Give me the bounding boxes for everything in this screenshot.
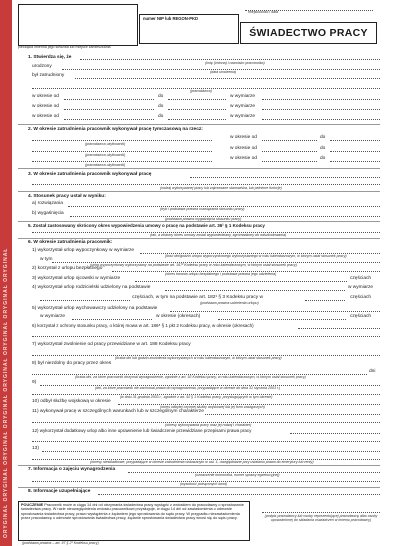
s6-i2: 2) korzystał z urlopu bezpłatnego [32,266,103,271]
s2-period1-from-field[interactable] [262,140,317,141]
s4-a-caption: (tryb i podstawa prawna rozwiązania stosunku pracy) [160,207,245,211]
s2-period1-from: w okresie od [230,135,257,140]
s4-b-caption: (podstawa prawna wygaśnięcia stosunku pracy) [165,217,242,221]
s1-period2-dim-field[interactable] [262,109,380,110]
s5-heading: 5. Został zastosowany skrócony okres wypowiedzenia umowy o pracę na podstawie art. 36¹ § 1 Kodeksu pracy [28,223,265,228]
s1-heading: 1. Stwierdza się, że [28,55,72,60]
s6-i11-caption: (okresy wykonywania pracy oraz jej rodzaj i charakter) [165,423,252,427]
s6-i8: 8) był niezdolny do pracy przez okres [32,361,112,366]
divider [18,465,380,466]
s2-period3-to: do [320,156,326,161]
s2-period2-from-field[interactable] [262,151,317,152]
s2-period2-to: do [320,146,326,151]
s6-i9: 9) [32,380,37,385]
s6-i5b: w wymiarze [40,314,66,319]
divider [18,487,380,488]
s6-i4-dim-field[interactable] [40,300,130,301]
s6-i11-field[interactable] [205,414,380,415]
s1-period3-dim-field[interactable] [262,119,380,120]
divider [18,168,380,169]
s3-field[interactable] [190,177,380,178]
document-title: ŚWIADECTWO PRACY [240,22,377,44]
s2-period1-to-field[interactable] [330,140,380,141]
s6-i9-caption2: (w dniu 31 grudnia 2003 r., zgodnie z art. 92 § 1 Kodeksu pracy, przysługujących w tym okresie) [120,395,273,399]
divider [18,191,380,192]
s1-period1-from: w okresie od [32,94,59,99]
s6-i4-field[interactable] [165,290,345,291]
s2-user2-field[interactable] [32,151,212,152]
s2-period3-to-field[interactable] [330,161,380,162]
s6-i3: 3) wykorzystał urlop ojcowski w wymiarze [32,276,121,281]
pouczenie-box [18,501,250,541]
s6-i13: 13) [32,446,39,451]
s4-a-label: a) rozwiązania [32,201,63,206]
s2-heading: 2. W okresie zatrudnienia pracownik wykonywał pracę tymczasową na rzecz: [28,127,203,132]
s1-period2-dim: w wymiarze [230,104,256,109]
s7-caption: (oznaczenie komornika, numer sprawy egzekucyjnej) [195,473,280,477]
divider [18,221,380,222]
s6-i12-field[interactable] [290,433,380,434]
s1-birth-caption: (data urodzenia) [210,70,237,74]
s6-i7: 7) wykorzystał zwolnienie od pracy przewidziane w art. 188 Kodeksu pracy [32,342,191,347]
s1-period1-dim: w wymiarze [230,94,256,99]
s6-i5-field[interactable] [170,311,380,312]
s6-i1-caption: (ilość dni/godzin urlopu wypoczynkowego wykorzystanego w roku kalendarzowym, w którym ustał stosunek pracy) [165,254,347,258]
s1-born-label: urodzony [32,64,52,69]
employer-stamp-box[interactable] [18,4,138,46]
s6-i10-caption: (okres odbytej czynnej służby wojskowej lub jej form zastępczych) [160,405,265,409]
s2-period2-to-field[interactable] [330,151,380,152]
location-date-caption: miejscowość i data [248,10,279,14]
s2-user3-caption: (pracodawca użytkownik) [85,163,126,167]
s6-i6-field[interactable] [298,328,380,329]
s1-employer-caption: (pracodawca) [190,89,212,93]
s1-name-caption: (imię (imiona) i nazwisko pracownika) [205,61,265,65]
s6-i5-dim-field[interactable] [72,319,152,320]
s3-field-2[interactable] [32,184,380,185]
s1-period3-to-field[interactable] [168,119,226,120]
s1-period3-from: w okresie od [32,114,59,119]
s6-i12: 12) wykorzystał dodatkowy urlop albo inne uprawnienie lub świadczenie przewidziane przepisami prawa pracy [32,428,252,433]
s1-period3-dim: w wymiarze [230,114,256,119]
side-strip [0,0,12,546]
s2-period1-to: do [320,135,326,140]
s7-caption2: (wysokość potrąconych kwot) [180,482,227,486]
s6-i4b-field[interactable] [305,300,345,301]
s6-i5-period-field[interactable] [218,319,346,320]
signature-caption: (podpis pracodawcy lub osoby reprezentującej pracodawcę albo osoby upoważnionej do składania oświadczeń w imieniu pracodawcy) [264,514,378,523]
s2-period3-from: w okresie od [230,156,257,161]
s2-user2-caption: (pracodawca użytkownik) [85,153,126,157]
nip-caption: numer NIP lub REGON-PKD [143,16,199,21]
s2-period2-from: w okresie od [230,146,257,151]
s6-i13-caption: (okresy nieskładkowe, przypadające w okresie zatrudnienia wskazanym w ust. 1, uwzględniane przy ustalaniu prawa do emerytury lub renty) [90,460,314,464]
s2-user1-field[interactable] [32,140,212,141]
s2-user1-caption: (pracodawca użytkownik) [85,142,126,146]
s6-i3-field[interactable] [135,281,347,282]
pouczenie-label: POUCZENIE [21,503,44,507]
s3-heading: 3. W okresie zatrudnienia pracownik wykonywał pracę [28,172,152,177]
s6-i9-caption: (dni, za które pracownik nie zachował prawa do wynagrodzenia, przypadające w okresie do dnia 31 stycznia 2003 r.) [95,386,281,390]
s6-i8-tail: dni [369,369,376,374]
s1-period2-to: do [158,104,164,109]
divider [18,124,380,125]
s1-period2-to-field[interactable] [168,109,226,110]
s1-period1-dim-field[interactable] [262,99,380,100]
s1-period1-to-field[interactable] [168,99,226,100]
s6-i7-caption: (liczba dni lub godzin zwolnienia wykorzystanych w roku kalendarzowym, w którym ustał stosunek pracy) [115,356,282,360]
s7-heading: 7. Informacja o zajęciu wynagrodzenia [28,467,116,472]
s1-period1-to: do [158,94,164,99]
stamp-caption: pieczątka imienna jego siedziba lub miejsce zamieszkania [18,45,111,49]
s5-caption: (tak, a złożony okres umowy został wypowiedziany, zgromadzony do odszkodowania) [150,233,287,237]
s1-period3-from-field[interactable] [64,119,154,120]
s8-heading: 8. Informacje uzupełniające [28,489,91,494]
s6-i6-field-2[interactable] [32,336,380,337]
s1-period3-to: do [158,114,164,119]
s6-i11: 11) wykonywał pracę w szczególnych warunkach lub w szczególnym charakterze [32,409,204,414]
s1-period1-from-field[interactable] [64,99,154,100]
s3-caption: (rodzaj wykonywanej pracy lub zajmowane stanowiska, lub pełnione funkcje) [160,186,282,190]
s6-i5d: częściach [350,314,372,319]
s1-employed-label: był zatrudniony [32,73,65,78]
side-watermark: ORYGINAŁ ORYGINAŁ ORYGINAŁ ORYGINAŁ ORYGINAŁ ORYGINAŁ ORYGINAŁ ORYGINAŁ [3,247,9,538]
s6-i4: 4) wykorzystał urlop rodzicielski udzielony na podstawie [32,285,151,290]
s6-i1: 1) wykorzystał urlop wypoczynkowy w wymiarze [32,248,135,253]
s6-i13-field[interactable] [42,451,380,452]
signature-line[interactable] [262,512,380,513]
s8-field[interactable] [98,494,380,495]
s4-heading: 4. Stosunek pracy ustał w wyniku: [28,194,106,199]
s6-i8-caption: (liczba dni, za które pracownik otrzymał wynagrodzenie, zgodnie z art. 92 Kodeksu pracy, w roku kalendarzowym, w którym ustał stosunek pracy) [75,375,306,379]
s2-user3-field[interactable] [32,161,212,162]
s6-i5c: w okresie (okresach) [156,314,201,319]
s6-i12-field-2[interactable] [32,441,380,442]
divider [18,238,380,239]
s6-heading: 6. W okresie zatrudnienia pracownik: [28,240,113,245]
s6-i4-tail: częściach [350,295,372,300]
s6-i4-mid: w wymiarze [348,285,374,290]
s6-i6: 6) korzystał z ochrony stosunku pracy, o której mowa w art. 186⁸ § 1 pkt 2 Kodeksu pracy, w okresie (okresach) [32,323,254,328]
s6-i2-caption: (okres trwania urlopu bezpłatnego i podstawa prawna jego udzielenia) [165,272,277,276]
s1-employer-field[interactable] [75,78,380,79]
podstawa-caption: (podstawa prawna – art. 97 § 2¹ Kodeksu pracy) [22,541,99,545]
s2-period3-from-field[interactable] [262,161,317,162]
s6-i1b-caption: (urlop wypoczynkowy wykorzystany na podstawie art. 167² Kodeksu pracy w roku kalendarzowym, w którym ustał stosunek pracy) [90,263,297,267]
s1-period2-from: w okresie od [32,104,59,109]
s4-b-label: b) wygaśnięcia [32,211,64,216]
pouczenie-text: Pracownik może w ciągu 14 dni od otrzymania świadectwa pracy wystąpić z wnioskiem do pracodawcy o sprostowanie świadectwa pracy. W razie nieuwzględnienia wniosku pracownikowi przysługuje, w ciągu 14 dni od zawiadomienia o odmowie sprostowania świadectwa pracy, prawo wystąpienia z żądaniem jego sprostowania do sądu pracy. W przypadku niezawiadomienia przez pracodawcę o odmowie sprostowania świadectwa pracy, żądanie sprostowania świadectwa pracy wnosi się do sądu pracy. [21,503,244,520]
s6-i4-caption: (podstawa prawna udzielenia urlopu) [200,301,259,305]
s6-i10: 10) odbył służbę wojskową w okresie [32,399,111,404]
s6-i4b: częściach, w tym na podstawie art. 182¹ § 3 Kodeksu pracy w [132,295,263,300]
s1-period2-from-field[interactable] [64,109,154,110]
s1-name-field[interactable] [80,59,380,60]
s6-i1b: w tym [40,257,53,262]
s6-i3-tail: częściach [350,276,372,281]
s6-i5: 5) wykorzystał urlop wychowawczy udzielony na podstawie [32,306,158,311]
